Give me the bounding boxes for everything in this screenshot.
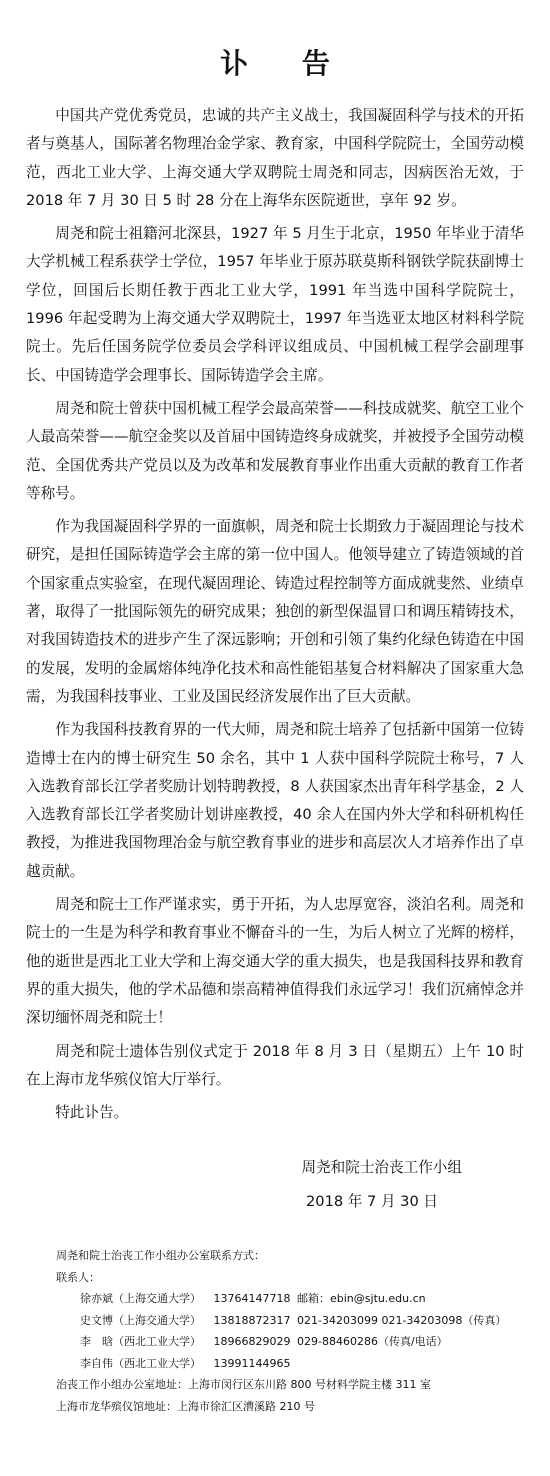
contact-person <box>56 1310 524 1332</box>
paragraph-honors: 周尧和院士曾获中国机械工程学会最高荣誉——科技成就奖、航空工业个人最高荣誉——航空金奖以及首届中国铸造终身成就奖，并被授予全国劳动模范、全国优秀共产党员以及为改革和发展教育事业作出重大贡献的教育工作者等称号。 <box>26 399 524 502</box>
signature-block <box>26 1153 524 1217</box>
contact-phone: 18966829029 <box>213 1335 291 1349</box>
contact-person <box>56 1353 524 1375</box>
contact-name: 史文博（上海交通大学） <box>80 1313 201 1327</box>
contact-people-label: 联系人： <box>56 1270 100 1284</box>
paragraph-education: 作为我国科技教育界的一代大师，周尧和院士培养了包括新中国第一位铸造博士在内的博士研究生 50 余名，其中 1 人获中国科学院院士称号，7 人入选教育部长江学者奖励计划特聘教授，8 人获国家杰出青年科学基金，2 人入选教育部长江学者奖励计划讲座教授，40 余人在国内外大学和科研机构任教授，为推进我国物理冶金与航空教育事业的进步和高层次人才培养作出了卓越贡献。 <box>26 721 524 880</box>
contact-heading: 周尧和院士治丧工作小组办公室联系方式： <box>56 1249 265 1263</box>
paragraph-research: 作为我国凝固科学界的一面旗帜，周尧和院士长期致力于凝固理论与技术研究，是担任国际铸造学会主席的第一位中国人。他领导建立了铸造领域的首个国家重点实验室，在现代凝固理论、铸造过程控制等方面成就斐然、业绩卓著，取得了一批国际领先的研究成果；独创的新型保温冒口和调压精铸技术，对我国铸造技术的进步产生了深远影响；开创和引领了集约化绿色铸造在中国的发展，发明的金属熔体纯净化技术和高性能铝基复合材料解决了国家重大急需，为我国科技事业、工业及国民经济发展作出了巨大贡献。 <box>26 518 524 705</box>
signature-date: 2018 年 7 月 30 日 <box>306 1193 438 1211</box>
funeral-home-address: 上海市龙华殡仪馆地址：上海市徐汇区漕溪路 210 号 <box>56 1399 315 1413</box>
contact-phone: 13991144965 <box>213 1356 291 1370</box>
contact-name: 李 晗（西北工业大学） <box>80 1335 201 1349</box>
paragraph-closing: 特此讣告。 <box>55 1104 129 1122</box>
paragraph-ceremony: 周尧和院士遗体告别仪式定于 2018 年 8 月 3 日（星期五）上午 10 时在上海市龙华殡仪馆大厅举行。 <box>26 1042 524 1088</box>
contact-email: 邮箱：ebin@sjtu.edu.cn <box>297 1292 426 1306</box>
contact-person <box>56 1288 524 1310</box>
paragraph-intro: 中国共产党优秀党员，忠诚的共产主义战士，我国凝固科学与技术的开拓者与奠基人，国际著名物理冶金学家、教育家，中国科学院院士，全国劳动模范，西北工业大学、上海交通大学双聘院士周尧和同志，因病医治无效，于 2018 年 7 月 30 日 5 时 28 分在上海华东医院逝世，享年 92 岁。 <box>26 107 524 209</box>
page-title: 讣 告 <box>220 47 352 80</box>
contact-person <box>56 1331 524 1353</box>
obituary-body <box>26 102 524 1127</box>
contact-name: 李自伟（西北工业大学） <box>80 1356 201 1370</box>
paragraph-biography: 周尧和院士祖籍河北深县，1927 年 5 月生于北京，1950 年毕业于清华大学机械工程系获学士学位，1957 年毕业于原苏联莫斯科钢铁学院获副博士学位，回国后长期任教于西北工业大学，1991 年当选中国科学院院士，1996 年起受聘为上海交通大学双聘院士，1997 年当选亚太地区材料科学院院士。先后任国务院学位委员会学科评议组成员、中国机械工程学会副理事长、中国铸造学会理事长、国际铸造学会主席。 <box>26 225 524 384</box>
contact-name: 徐亦斌（上海交通大学） <box>80 1292 201 1306</box>
signature-org: 周尧和院士治丧工作小组 <box>301 1159 462 1177</box>
office-address: 治丧工作小组办公室地址：上海市闵行区东川路 800 号材料学院主楼 311 室 <box>56 1378 431 1392</box>
contact-section <box>26 1245 524 1417</box>
contact-phone: 13818872317 <box>213 1313 291 1327</box>
contact-extra: 021-34203099 021-34203098（传真） <box>297 1313 507 1327</box>
paragraph-character: 周尧和院士工作严谨求实，勇于开拓，为人忠厚宽容，淡泊名利。周尧和院士的一生是为科学和教育事业不懈奋斗的一生，为后人树立了光辉的榜样，他的逝世是西北工业大学和上海交通大学的重大损失，也是我国科技界和教育界的重大损失，他的学术品德和崇高精神值得我们永远学习！我们沉痛悼念并深切缅怀周尧和院士！ <box>26 896 524 1027</box>
contact-phone: 13764147718 <box>213 1292 291 1306</box>
contact-extra: 029-88460286（传真/电话） <box>297 1335 448 1349</box>
